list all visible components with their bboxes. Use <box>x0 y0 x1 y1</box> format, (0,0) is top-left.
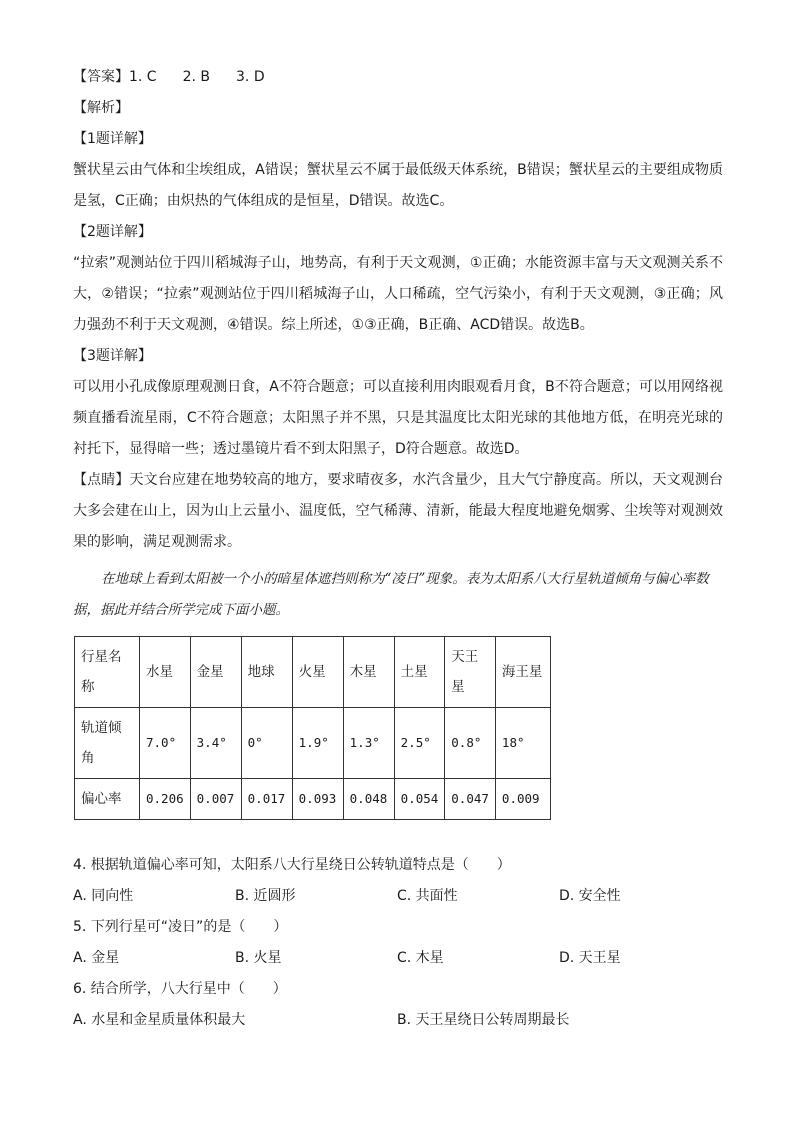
table-cell: 0.048 <box>343 779 394 820</box>
table-row-inclination <box>75 708 551 779</box>
q1-tag: 【1题详解】 <box>73 131 152 147</box>
table-cell: 2.5° <box>394 708 445 779</box>
answer-item: 3. D <box>236 69 265 85</box>
option-d[interactable]: D. 安全性 <box>559 888 621 904</box>
q4-options <box>73 881 723 912</box>
answer-line <box>73 62 723 93</box>
table-cell: 0.047 <box>445 779 496 820</box>
table-cell: 0.206 <box>140 779 191 820</box>
answer-item: 2. B <box>182 69 211 85</box>
table-cell: 轨道倾角 <box>75 708 140 779</box>
option-a[interactable]: A. 同向性 <box>73 888 134 904</box>
answer-tag: 【答案】 <box>73 69 129 85</box>
table-cell: 土星 <box>394 637 445 708</box>
table-cell: 1.3° <box>343 708 394 779</box>
table-cell: 海王星 <box>495 637 550 708</box>
option-c[interactable]: C. 共面性 <box>397 888 458 904</box>
tip-paragraph <box>73 465 723 558</box>
table-cell: 水星 <box>140 637 191 708</box>
q4-stem: 4. 根据轨道偏心率可知，太阳系八大行星绕日公转轨道特点是（ ） <box>73 857 511 873</box>
q6-stem: 6. 结合所学，八大行星中（ ） <box>73 981 287 997</box>
table-cell: 0.009 <box>495 779 550 820</box>
table-cell: 火星 <box>292 637 343 708</box>
option-b[interactable]: B. 天王星绕日公转周期最长 <box>397 1012 570 1028</box>
option-d[interactable]: D. 天王星 <box>559 950 621 966</box>
option-b[interactable]: B. 近圆形 <box>235 888 296 904</box>
table-cell: 0.007 <box>190 779 241 820</box>
answer-item: 1. C <box>129 69 157 85</box>
document-page <box>73 62 723 1036</box>
table-cell: 地球 <box>241 637 292 708</box>
q1-explanation: 蟹状星云由气体和尘埃组成，A错误；蟹状星云不属于最低级天体系统，B错误；蟹状星云的主要组成物质是氢，C正确；由炽热的气体组成的是恒星，D错误。故选C。 <box>73 162 723 209</box>
option-c[interactable]: C. 木星 <box>397 950 444 966</box>
option-a[interactable]: A. 水星和金星质量体积最大 <box>73 1012 246 1028</box>
table-row-eccentricity <box>75 779 551 820</box>
planet-orbit-table <box>74 636 551 820</box>
table-cell: 18° <box>495 708 550 779</box>
option-b[interactable]: B. 火星 <box>235 950 282 966</box>
table-cell: 金星 <box>190 637 241 708</box>
q6-options <box>73 1005 723 1036</box>
q5-options <box>73 943 723 974</box>
q5-stem: 5. 下列行星可“凌日”的是（ ） <box>73 919 288 935</box>
q2-explanation: “拉索”观测站位于四川稻城海子山，地势高，有利于天文观测，①正确；水能资源丰富与天文观测关系不大，②错误；“拉索”观测站位于四川稻城海子山，人口稀疏，空气污染小，有利于天文观测，③正确；风力强劲不利于天文观测，④错误。综上所述，①③正确，B正确、ACD错误。故选B。 <box>73 255 723 333</box>
table-cell: 1.9° <box>292 708 343 779</box>
q2-tag: 【2题详解】 <box>73 224 152 240</box>
table-cell: 0.017 <box>241 779 292 820</box>
table-cell: 3.4° <box>190 708 241 779</box>
tip-text: 天文台应建在地势较高的地方，要求晴夜多，水汽含量少，且大气宁静度高。所以，天文观测台大多会建在山上，因为山上云量小、温度低，空气稀薄、清新，能最大程度地避免烟雾、尘埃等对观测效果的影响，满足观测需求。 <box>73 472 724 550</box>
table-cell: 木星 <box>343 637 394 708</box>
tip-tag: 【点睛】 <box>73 472 130 488</box>
table-cell: 天王星 <box>445 637 496 708</box>
table-cell: 0° <box>241 708 292 779</box>
intro-paragraph: 在地球上看到太阳被一个小的暗星体遮挡则称为“凌日”现象。表为太阳系八大行星轨道倾角与偏心率数据，据此并结合所学完成下面小题。 <box>73 571 709 618</box>
table-cell: 0.093 <box>292 779 343 820</box>
q3-tag: 【3题详解】 <box>73 348 152 364</box>
table-cell: 0.8° <box>445 708 496 779</box>
option-a[interactable]: A. 金星 <box>73 950 120 966</box>
table-cell: 0.054 <box>394 779 445 820</box>
table-cell: 行星名称 <box>75 637 140 708</box>
analysis-tag: 【解析】 <box>73 100 129 116</box>
table-cell: 偏心率 <box>75 779 140 820</box>
table-header-row <box>75 637 551 708</box>
q3-explanation: 可以用小孔成像原理观测日食，A不符合题意；可以直接利用肉眼观看月食，B不符合题意；可以用网络视频直播看流星雨，C不符合题意；太阳黑子并不黑，只是其温度比太阳光球的其他地方低，在明亮光球的衬托下，显得暗一些；透过墨镜片看不到太阳黑子，D符合题意。故选D。 <box>73 379 723 457</box>
table-cell: 7.0° <box>140 708 191 779</box>
